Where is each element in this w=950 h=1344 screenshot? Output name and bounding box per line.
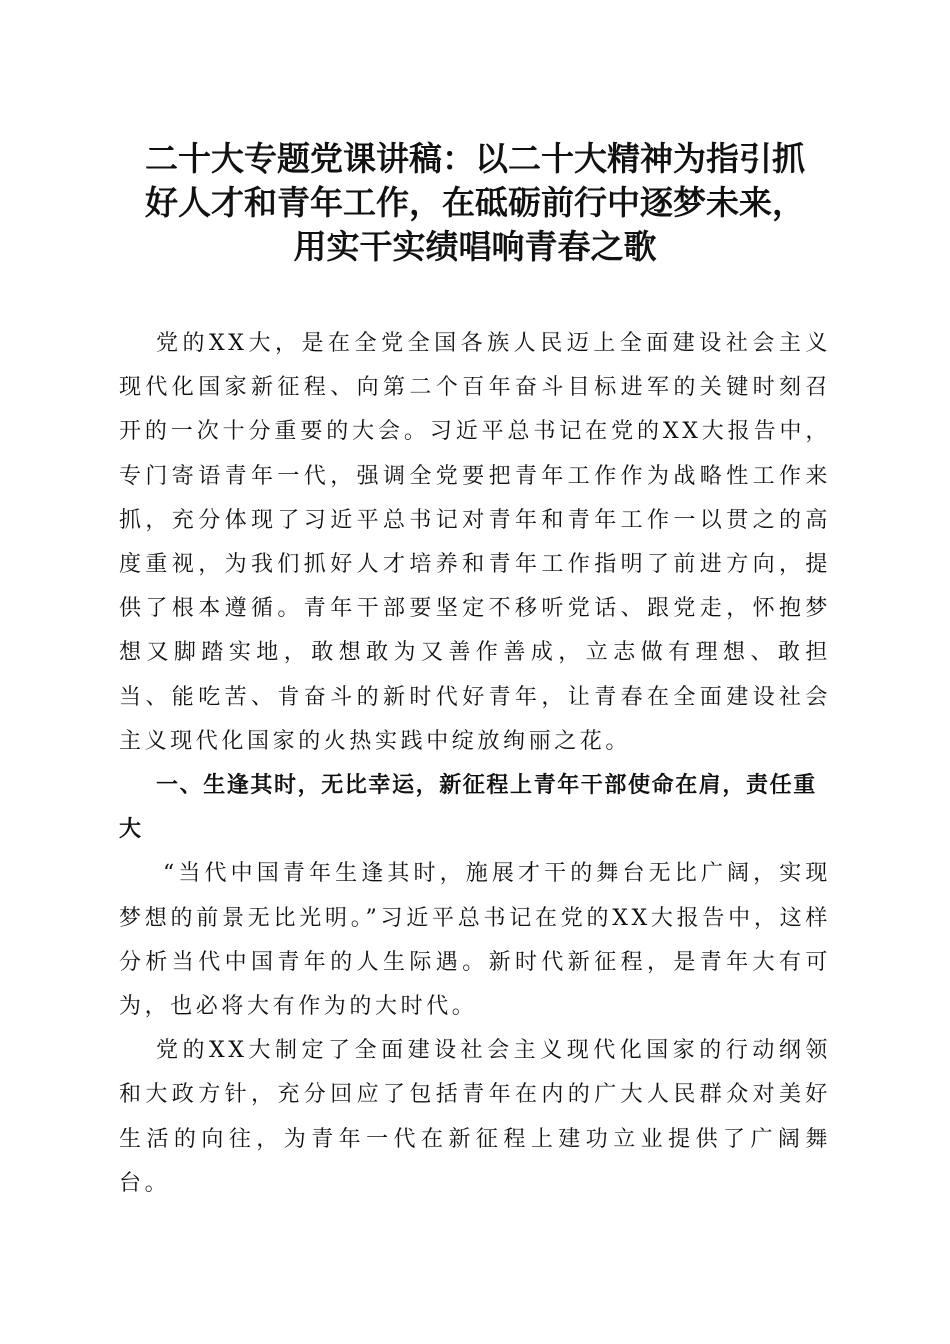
- document-body: [119, 322, 831, 1206]
- section-1-paragraph-2: 党的XX大制定了全面建设社会主义现代化国家的行动纲领和大政方针，充分回应了包括青年在内的广大人民群众对美好生活的向往，为青年一代在新征程上建功立业提供了广阔舞台。: [119, 1038, 831, 1196]
- intro-paragraph: 党的XX大，是在全党全国各族人民迈上全面建设社会主义现代化国家新征程、向第二个百年奋斗目标进军的关键时刻召开的一次十分重要的大会。习近平总书记在党的XX大报告中，专门寄语青年一代，强调全党要把青年工作作为战略性工作来抓，充分体现了习近平总书记对青年和青年工作一以贯之的高度重视，为我们抓好人才培养和青年工作指明了前进方向，提供了根本遵循。青年干部要坚定不移听党话、跟党走，怀抱梦想又脚踏实地，敢想敢为又善作善成，立志做有理想、敢担当、能吃苦、肯奋斗的新时代好青年，让青春在全面建设社会主义现代化国家的火热实践中绽放绚丽之花。: [119, 331, 831, 754]
- document-title: [100, 137, 850, 269]
- title-line-2: 好人才和青年工作，在砥砺前行中逐梦未来，: [145, 183, 805, 222]
- title-line-1: 二十大专题党课讲稿：以二十大精神为指引抓: [145, 139, 805, 178]
- title-line-3: 用实干实绩唱响青春之歌: [293, 227, 657, 266]
- section-1-heading: 一、生逢其时，无比幸运，新征程上青年干部使命在肩，责任重大: [119, 773, 817, 843]
- section-1-quote-paragraph: “当代中国青年生逢其时，施展才干的舞台无比广阔，实现梦想的前景无比光明。”习近平总书记在党的XX大报告中，这样分析当代中国青年的人生际遇。新时代新征程，是青年大有可为，也必将大有作为的大时代。: [119, 861, 831, 1020]
